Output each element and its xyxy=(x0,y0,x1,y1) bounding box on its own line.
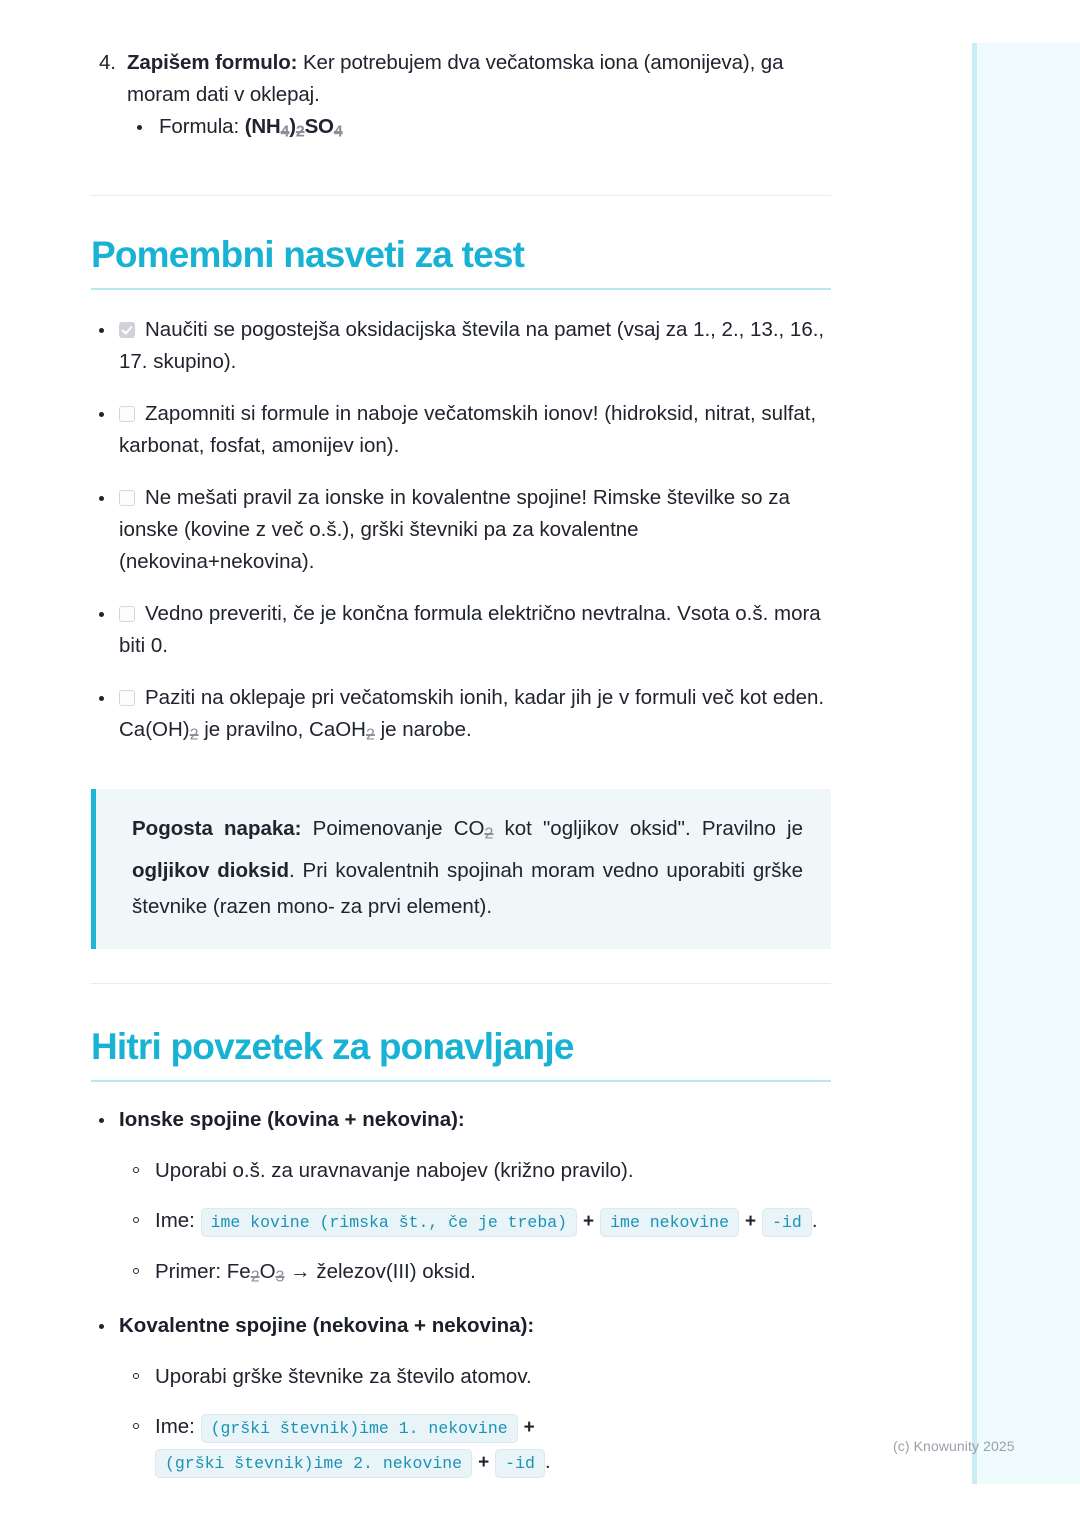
tips-checklist xyxy=(91,314,831,752)
summary-list xyxy=(91,1104,831,1481)
example-subscript-a: 2 xyxy=(250,1268,260,1286)
step-number: 4. xyxy=(99,51,116,74)
summary-sub-list-covalent xyxy=(91,1360,831,1480)
code-chip: -id xyxy=(495,1449,545,1478)
right-strip-edge xyxy=(972,43,977,1484)
plus-operator: + xyxy=(583,1210,595,1232)
tip-text: Naučiti se pogostejša oksidacijska števila na pamet (vsaj za 1., 2., 13., 16., 17. skupino). xyxy=(119,317,825,373)
step-sub-list xyxy=(127,111,831,149)
checkbox-unchecked-icon[interactable] xyxy=(119,690,135,706)
code-chip: ime kovine (rimska št., če je treba) xyxy=(201,1208,577,1237)
tip-subscript-b: 2 xyxy=(365,726,375,744)
formula-seg-2: ) xyxy=(289,115,296,138)
list-item: Uporabi o.š. za uravnavanje nabojev (križno pravilo). xyxy=(91,1154,831,1188)
page-title-summary: Hitri povzetek za ponavljanje xyxy=(91,1025,574,1067)
tip-subscript-a: 2 xyxy=(189,726,199,744)
plus-operator: + xyxy=(744,1210,757,1232)
step-formula-item xyxy=(127,111,831,149)
checkbox-checked-icon[interactable] xyxy=(119,322,135,338)
example-subscript-b: 3 xyxy=(275,1268,285,1286)
list-item xyxy=(91,398,831,462)
list-item: Uporabi grške števnike za število atomov. xyxy=(91,1360,831,1394)
code-chip: -id xyxy=(762,1208,812,1237)
callout-bold-term: ogljikov dioksid xyxy=(132,858,290,882)
callout-text xyxy=(132,811,803,925)
checkbox-unchecked-icon[interactable] xyxy=(119,606,135,622)
right-decorative-strip xyxy=(972,43,1080,1484)
ime-label: Ime: xyxy=(155,1415,201,1439)
list-item xyxy=(91,1204,831,1239)
plus-operator: + xyxy=(478,1452,490,1474)
formula-prefix: Formula: xyxy=(159,115,245,138)
list-item xyxy=(91,598,831,662)
example-text-c: → železov(III) oksid. xyxy=(284,1259,476,1283)
summary-group-covalent xyxy=(91,1360,831,1480)
list-item xyxy=(91,1410,831,1480)
summary-sub-list-ionic xyxy=(91,1154,831,1295)
formula-seg-3: SO xyxy=(304,115,334,138)
callout-text-c: . Pri kovalentnih spojinah moram vedno uporabiti grške števnike (razen mono- za prvi element). xyxy=(132,858,803,918)
list-item xyxy=(91,682,831,752)
summary-group-ionic xyxy=(91,1154,831,1295)
formula-sub-1: 4 xyxy=(280,123,290,141)
common-mistake-callout xyxy=(91,789,831,949)
step-item-4 xyxy=(91,47,831,149)
document-content xyxy=(91,47,831,1496)
checkbox-unchecked-icon[interactable] xyxy=(119,406,135,422)
example-text-b: O xyxy=(259,1259,276,1283)
step-label: Zapišem formulo: xyxy=(127,51,298,74)
callout-text-a: Poimenovanje CO xyxy=(301,817,485,841)
tip-text-b: je pravilno, CaOH xyxy=(198,717,366,741)
callout-label: Pogosta napaka: xyxy=(132,817,302,841)
list-item xyxy=(91,1255,831,1295)
callout-subscript: 2 xyxy=(484,825,494,843)
callout-text-b: kot "ogljikov oksid". Pravilno je xyxy=(493,817,803,841)
formula-sub-3: 4 xyxy=(333,123,343,141)
code-chip: (grški števnik)ime 1. nekovine xyxy=(201,1414,518,1443)
list-item xyxy=(91,482,831,578)
tip-text-a: Paziti na oklepaje pri večatomskih ionih, kadar jih je v formuli več kot eden. Ca(OH) xyxy=(119,685,825,741)
code-chip: (grški števnik)ime 2. nekovine xyxy=(155,1449,472,1478)
summary-heading-covalent: Kovalentne spojine (nekovina + nekovina): xyxy=(91,1310,831,1342)
copyright-watermark: (c) Knowunity 2025 xyxy=(893,1438,1015,1454)
checkbox-unchecked-icon[interactable] xyxy=(119,490,135,506)
formula-seg-1: (NH xyxy=(244,115,281,138)
tip-text: Zapomniti si formule in naboje večatomskih ionov! (hidroksid, nitrat, sulfat, karbonat, fosfat, amonijev ion). xyxy=(119,401,817,457)
tip-text-c: je narobe. xyxy=(374,717,472,741)
period: . xyxy=(544,1450,551,1474)
page-title-tips: Pomembni nasveti za test xyxy=(91,233,525,275)
example-text-a: Primer: Fe xyxy=(155,1259,251,1283)
tip-text: Vedno preveriti, če je končna formula električno nevtralna. Vsota o.š. mora biti 0. xyxy=(119,601,821,657)
ime-label: Ime: xyxy=(155,1208,201,1232)
plus-operator: + xyxy=(523,1417,535,1439)
list-item xyxy=(91,314,831,378)
code-chip: ime nekovine xyxy=(600,1208,739,1237)
chemical-formula xyxy=(244,115,343,141)
period: . xyxy=(811,1208,818,1232)
step-list xyxy=(91,47,831,149)
step-text: Ker potrebujem dva večatomska iona (amonijeva), ga moram dati v oklepaj. xyxy=(127,51,784,106)
summary-heading-ionic: Ionske spojine (kovina + nekovina): xyxy=(91,1104,831,1136)
formula-sub-2: 2 xyxy=(295,123,305,141)
tip-text: Ne mešati pravil za ionske in kovalentne spojine! Rimske številke so za ionske (kovine z več o.š.), grški števniki pa za kovalentne (nekovina+nekovina). xyxy=(119,485,790,573)
